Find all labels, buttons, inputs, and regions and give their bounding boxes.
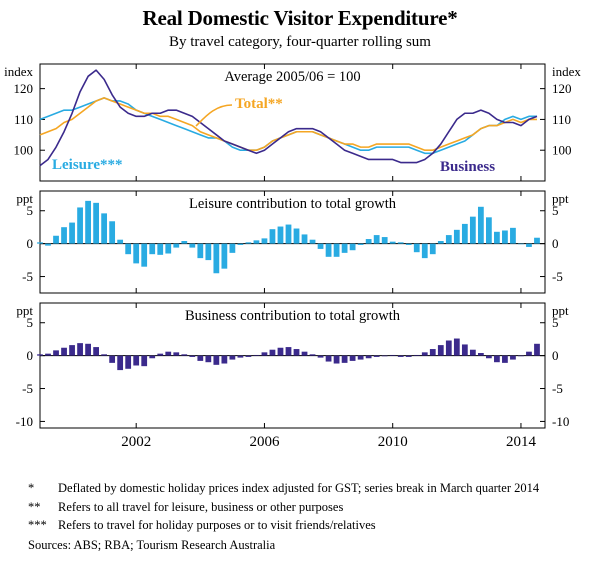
- panel-title: Business contribution to total growth: [184, 308, 401, 324]
- bar: [157, 354, 163, 356]
- bar: [486, 356, 492, 359]
- bar: [310, 354, 316, 355]
- series-line: [40, 98, 537, 153]
- sources-text: Sources: ABS; RBA; Tourism Research Australia: [28, 537, 276, 552]
- bar: [510, 356, 516, 360]
- y-tick-label: 0: [26, 236, 33, 252]
- bar: [398, 356, 404, 357]
- y-tick-label: -5: [22, 381, 33, 397]
- footnote-text: Refers to travel for holiday purposes or to visit friends/relatives: [58, 518, 376, 532]
- bar: [430, 244, 436, 255]
- bar: [294, 229, 300, 244]
- bar: [390, 355, 396, 356]
- bar: [270, 229, 276, 243]
- bar: [37, 354, 43, 355]
- bar: [262, 238, 268, 243]
- bar: [181, 241, 187, 244]
- bar: [326, 244, 332, 257]
- bar: [165, 352, 171, 356]
- bar: [213, 356, 219, 365]
- x-tick-label: 2010: [377, 434, 408, 450]
- bar: [85, 201, 91, 244]
- bar: [213, 244, 219, 274]
- bar: [358, 356, 364, 360]
- bar: [141, 356, 147, 367]
- bar: [189, 244, 195, 248]
- bar: [173, 352, 179, 355]
- y-tick-label: -5: [22, 269, 33, 285]
- bar: [133, 244, 139, 264]
- bar: [366, 239, 372, 244]
- bar: [350, 244, 356, 251]
- y-tick-label: 110: [13, 111, 33, 127]
- y-tick-label: 0: [552, 236, 559, 252]
- bar: [246, 356, 252, 357]
- bar: [230, 356, 236, 360]
- bar: [430, 349, 436, 356]
- bar: [77, 343, 83, 356]
- y-tick-label: -5: [552, 269, 563, 285]
- bar: [61, 348, 67, 356]
- bar: [133, 356, 139, 366]
- footnotes-block: [28, 480, 578, 554]
- bar: [69, 345, 75, 356]
- bar: [350, 356, 356, 361]
- bar: [53, 350, 59, 355]
- bar: [238, 356, 244, 358]
- footnote-row: [28, 480, 578, 498]
- bar: [470, 350, 476, 356]
- bar: [526, 244, 532, 247]
- bar: [77, 207, 83, 243]
- bar: [141, 244, 147, 267]
- y-tick-label: -10: [552, 413, 570, 429]
- bar: [93, 203, 99, 244]
- bar: [230, 244, 236, 253]
- bar: [165, 244, 171, 254]
- bar: [254, 355, 260, 356]
- footnote-text: Deflated by domestic holiday prices index adjusted for GST; series break in March quarter 2014: [58, 481, 540, 495]
- bar: [294, 349, 300, 356]
- footnote-marker: **: [28, 499, 41, 514]
- y-tick-label: 5: [552, 203, 559, 219]
- series-label-leisure: Leisure***: [52, 157, 123, 173]
- footnote-text: Refers to all travel for leisure, business or other purposes: [58, 499, 344, 514]
- bar: [45, 244, 51, 246]
- bar: [189, 356, 195, 357]
- bar: [117, 356, 123, 370]
- bar: [454, 339, 460, 356]
- bar: [109, 221, 115, 243]
- bar: [246, 242, 252, 243]
- y-tick-label: 120: [552, 81, 572, 97]
- bar: [462, 344, 468, 355]
- bar: [61, 227, 67, 243]
- bar: [382, 356, 388, 357]
- bar: [310, 240, 316, 244]
- bar: [374, 356, 380, 357]
- y-axis-unit-left: ppt: [16, 191, 33, 206]
- footnote-row: [28, 517, 578, 535]
- chart-subtitle: By travel category, four-quarter rolling sum: [169, 34, 431, 50]
- bar: [422, 244, 428, 258]
- page-title: Real Domestic Visitor Expenditure*: [142, 6, 458, 30]
- bar: [534, 238, 540, 244]
- bar: [101, 213, 107, 243]
- panel-title: Average 2005/06 = 100: [224, 69, 361, 85]
- x-tick-label: 2006: [249, 434, 280, 450]
- bar: [286, 347, 292, 356]
- bar: [270, 350, 276, 356]
- bar: [45, 354, 51, 356]
- bar: [254, 240, 260, 243]
- bar: [53, 236, 59, 244]
- bar: [414, 355, 420, 356]
- y-axis-unit-left: ppt: [16, 303, 33, 318]
- bar: [205, 244, 211, 260]
- bar: [85, 344, 91, 356]
- bar: [149, 356, 155, 359]
- bar: [318, 244, 324, 249]
- bar: [398, 242, 404, 243]
- y-axis-unit-right: index: [552, 64, 581, 79]
- bar: [342, 244, 348, 253]
- bar: [510, 228, 516, 244]
- footnote-marker: *: [28, 481, 35, 495]
- footnote-row: [28, 499, 578, 517]
- x-tick-label: 2014: [505, 434, 536, 450]
- series-label-total: Total**: [235, 96, 283, 112]
- bar: [414, 244, 420, 253]
- chart-figure: [0, 6, 600, 574]
- bar: [462, 224, 468, 244]
- bar: [205, 356, 211, 363]
- y-tick-label: 110: [552, 111, 572, 127]
- bar: [526, 352, 532, 356]
- bar: [302, 352, 308, 356]
- y-tick-label: 0: [552, 348, 559, 364]
- bar: [318, 356, 324, 358]
- bar: [374, 235, 380, 244]
- bar: [446, 341, 452, 356]
- bar: [117, 240, 123, 244]
- bar: [262, 352, 268, 355]
- y-tick-label: -10: [15, 413, 33, 429]
- bar: [494, 232, 500, 244]
- y-axis-unit-left: index: [4, 64, 33, 79]
- bar: [326, 356, 332, 362]
- bar: [109, 356, 115, 363]
- bar: [278, 348, 284, 356]
- y-tick-label: 5: [26, 203, 33, 219]
- bar: [197, 244, 203, 258]
- bar: [470, 217, 476, 244]
- footnote-marker: ***: [28, 518, 47, 532]
- bar: [366, 356, 372, 359]
- bar: [278, 227, 284, 244]
- bar: [390, 242, 396, 244]
- bar: [382, 237, 388, 244]
- bar: [93, 347, 99, 356]
- y-tick-label: -5: [552, 381, 563, 397]
- bar: [478, 353, 484, 356]
- bar: [181, 354, 187, 355]
- bar: [358, 244, 364, 245]
- bar: [334, 244, 340, 257]
- bar: [486, 217, 492, 243]
- bar: [286, 225, 292, 244]
- y-tick-label: 5: [26, 315, 33, 331]
- bar: [149, 244, 155, 255]
- bar: [37, 242, 43, 243]
- bar: [101, 354, 107, 355]
- bar: [422, 352, 428, 355]
- y-tick-label: 100: [13, 142, 33, 158]
- bar: [238, 244, 244, 245]
- bar: [125, 356, 131, 369]
- bar: [125, 244, 131, 255]
- bar: [406, 356, 412, 357]
- bar: [221, 244, 227, 269]
- bar: [69, 223, 75, 244]
- bar: [518, 244, 524, 245]
- bar: [221, 356, 227, 364]
- y-tick-label: 5: [552, 315, 559, 331]
- y-axis-unit-right: ppt: [552, 191, 569, 206]
- bar: [342, 356, 348, 363]
- bar: [494, 356, 500, 363]
- panel-title: Leisure contribution to total growth: [189, 196, 396, 212]
- bar: [518, 356, 524, 357]
- bar: [502, 230, 508, 243]
- bar: [438, 345, 444, 356]
- bar: [173, 244, 179, 248]
- bar: [534, 344, 540, 356]
- bar: [502, 356, 508, 363]
- bar: [478, 207, 484, 244]
- bar: [438, 241, 444, 244]
- y-tick-label: 100: [552, 142, 572, 158]
- bar: [197, 356, 203, 361]
- bar: [157, 244, 163, 255]
- y-tick-label: 120: [13, 81, 33, 97]
- bar: [454, 230, 460, 244]
- series-label-business: Business: [440, 159, 496, 175]
- y-tick-label: 0: [26, 348, 33, 364]
- bar: [406, 244, 412, 245]
- x-tick-label: 2002: [121, 434, 152, 450]
- bar: [446, 235, 452, 244]
- bar: [334, 356, 340, 364]
- y-axis-unit-right: ppt: [552, 303, 569, 318]
- bar: [302, 234, 308, 243]
